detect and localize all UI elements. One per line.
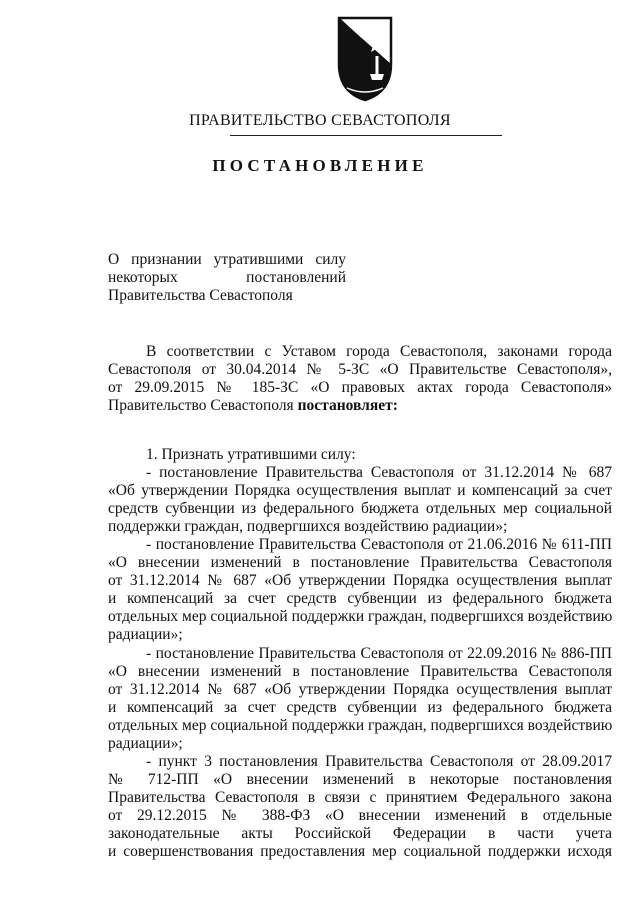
- preamble-line: В соответствии с Уставом города Севастополя, законами города: [146, 343, 612, 360]
- clause-line: законодательные акты Российской Федерации в части учета: [108, 824, 612, 842]
- clause-line: «О внесении изменений в постановление Правительства Севастополя: [108, 662, 612, 680]
- clause-line: радиации»;: [108, 626, 183, 644]
- preamble-line: от 29.09.2015 № 185-ЗС «О правовых актах города Севастополя»: [108, 379, 612, 397]
- clause-line: - постановление Правительства Севастополя от 22.09.2016 № 886-ПП: [146, 644, 612, 662]
- clause-line: от 31.12.2014 № 687 «Об утверждении Порядка осуществления выплат: [108, 680, 612, 698]
- clause-line: № 712-ПП «О внесении изменений в некоторые постановления: [108, 770, 612, 788]
- clause-line: «Об утверждении Порядка осуществления выплат и компенсаций за счет: [108, 482, 612, 500]
- document-type-title: ПОСТАНОВЛЕНИЕ: [212, 156, 428, 175]
- clause-line: средств субвенции из федерального бюджета отдельных мер социальной: [108, 500, 612, 518]
- clause-line: от 31.12.2014 № 687 «Об утверждении Порядка осуществления выплат: [108, 572, 612, 590]
- subject-line: Правительства Севастополя: [108, 287, 293, 304]
- preamble-last-line: [108, 397, 612, 415]
- clause-line: от 29.12.2015 № 388-ФЗ «О внесении изменений в отдельные: [108, 806, 612, 824]
- subject-line: некоторых постановлений: [108, 269, 346, 286]
- preamble-paragraph: [108, 343, 612, 415]
- clause-line: отдельных мер социальной поддержки граждан, подвергшихся воздействию: [108, 608, 613, 626]
- clause-line: и совершенствования предоставления мер социальной поддержки исходя: [108, 843, 612, 861]
- clause-line: - постановление Правительства Севастополя от 21.06.2016 № 611-ПП: [146, 536, 612, 554]
- clause-line: 1. Признать утратившими силу:: [146, 446, 356, 463]
- preamble-government: Правительство Севастополя: [108, 397, 294, 415]
- clause-line: «О внесении изменений в постановление Правительства Севастополя: [108, 554, 612, 572]
- subject-line: О признании утратившими силу: [108, 251, 346, 268]
- header-divider: [230, 135, 502, 136]
- clause-line: радиации»;: [108, 734, 183, 752]
- clause-1: [108, 446, 612, 861]
- government-name: ПРАВИТЕЛЬСТВО СЕВАСТОПОЛЯ: [189, 112, 451, 129]
- clause-line: поддержки граждан, подвергшихся воздействию радиации»;: [108, 518, 508, 536]
- clause-line: - пункт 3 постановления Правительства Севастополя от 28.09.2017: [146, 752, 612, 770]
- resolves-keyword: постановляет:: [297, 397, 398, 415]
- clause-line: и компенсаций за счет средств субвенции из федерального бюджета: [108, 590, 612, 608]
- clause-line: отдельных мер социальной поддержки граждан, подвергшихся воздействию: [108, 716, 613, 734]
- decree-subject: [108, 251, 346, 305]
- clause-line: и компенсаций за счет средств субвенции из федерального бюджета: [108, 698, 612, 716]
- clause-line: - постановление Правительства Севастополя от 31.12.2014 № 687: [146, 464, 612, 482]
- sevastopol-coat-of-arms: [333, 14, 397, 102]
- preamble-line: Севастополя от 30.04.2014 № 5-ЗС «О Правительстве Севастополя»,: [108, 361, 612, 379]
- clause-line: Правительства Севастополя в связи с принятием Федерального закона: [108, 788, 612, 806]
